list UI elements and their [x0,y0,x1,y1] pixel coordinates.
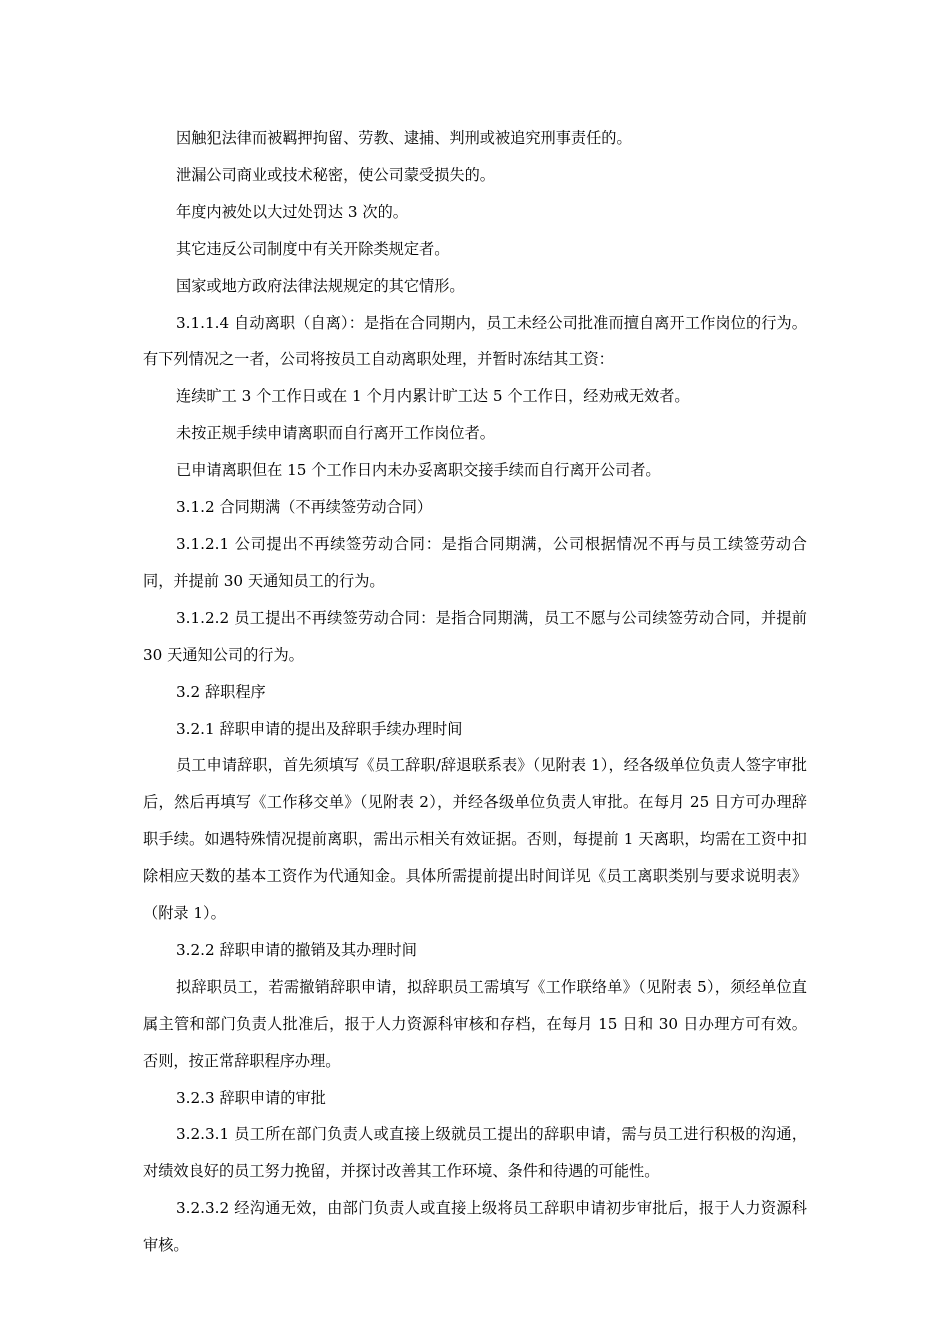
paragraph-20: 3.2.3.2 经沟通无效，由部门负责人或直接上级将员工辞职申请初步审批后，报于人力资源科审核。 [143,1199,807,1255]
paragraph-3: 年度内被处以大过处罚达 3 次的。 [176,202,408,221]
section-heading-3-2-3: 3.2.3 辞职申请的审批 [176,1088,326,1107]
section-heading-3-2-2: 3.2.2 辞职申请的撤销及其办理时间 [176,940,417,959]
section-heading-3-2-1: 3.2.1 辞职申请的提出及辞职手续办理时间 [176,719,463,738]
paragraph-9: 已申请离职但在 15 个工作日内未办妥离职交接手续而自行离开公司者。 [176,461,661,480]
paragraph-12: 3.1.2.2 员工提出不再续签劳动合同：是指合同期满，员工不愿与公司续签劳动合同，并提前 30 天通知公司的行为。 [143,608,807,664]
paragraph-17: 拟辞职员工，若需撤销辞职申请，拟辞职员工需填写《工作联络单》（见附表 5），须经单位直属主管和部门负责人批准后，报于人力资源科审核和存档，在每月 15 日和 30 日办理方可有效。否则，按正常辞职程序办理。 [143,977,807,1070]
paragraph-2: 泄漏公司商业或技术秘密，使公司蒙受损失的。 [176,165,495,184]
paragraph-7: 连续旷工 3 个工作日或在 1 个月内累计旷工达 5 个工作日，经劝戒无效者。 [176,387,690,406]
paragraph-5: 国家或地方政府法律法规规定的其它情形。 [176,276,465,295]
paragraph-11: 3.1.2.1 公司提出不再续签劳动合同：是指合同期满，公司根据情况不再与员工续签劳动合同，并提前 30 天通知员工的行为。 [143,534,807,590]
paragraph-6: 3.1.1.4 自动离职（自离）：是指在合同期内，员工未经公司批准而擅自离开工作岗位的行为。有下列情况之一者，公司将按员工自动离职处理，并暂时冻结其工资： [143,313,807,369]
document-body [143,120,807,1264]
paragraph-8: 未按正规手续申请离职而自行离开工作岗位者。 [176,424,495,443]
paragraph-4: 其它违反公司制度中有关开除类规定者。 [176,239,450,258]
paragraph-15: 员工申请辞职，首先须填写《员工辞职/辞退联系表》（见附表 1），经各级单位负责人签字审批后，然后再填写《工作移交单》（见附表 2），并经各级单位负责人审批。在每月 25 日方可办理辞职手续。如遇特殊情况提前离职，需出示相关有效证据。否则，每提前 1 天离职，均需在工资中扣除相应天数的基本工资作为代通知金。具体所需提前提出时间详见《员工离职类别与要求说明表》（附录 1）。 [143,756,807,923]
section-heading-3-1-2: 3.1.2 合同期满（不再续签劳动合同） [176,498,433,517]
section-heading-3-2: 3.2 辞职程序 [176,682,266,701]
paragraph-19: 3.2.3.1 员工所在部门负责人或直接上级就员工提出的辞职申请，需与员工进行积极的沟通，对绩效良好的员工努力挽留，并探讨改善其工作环境、条件和待遇的可能性。 [143,1125,807,1181]
paragraph-1: 因触犯法律而被羁押拘留、劳教、逮捕、判刑或被追究刑事责任的。 [176,129,632,147]
